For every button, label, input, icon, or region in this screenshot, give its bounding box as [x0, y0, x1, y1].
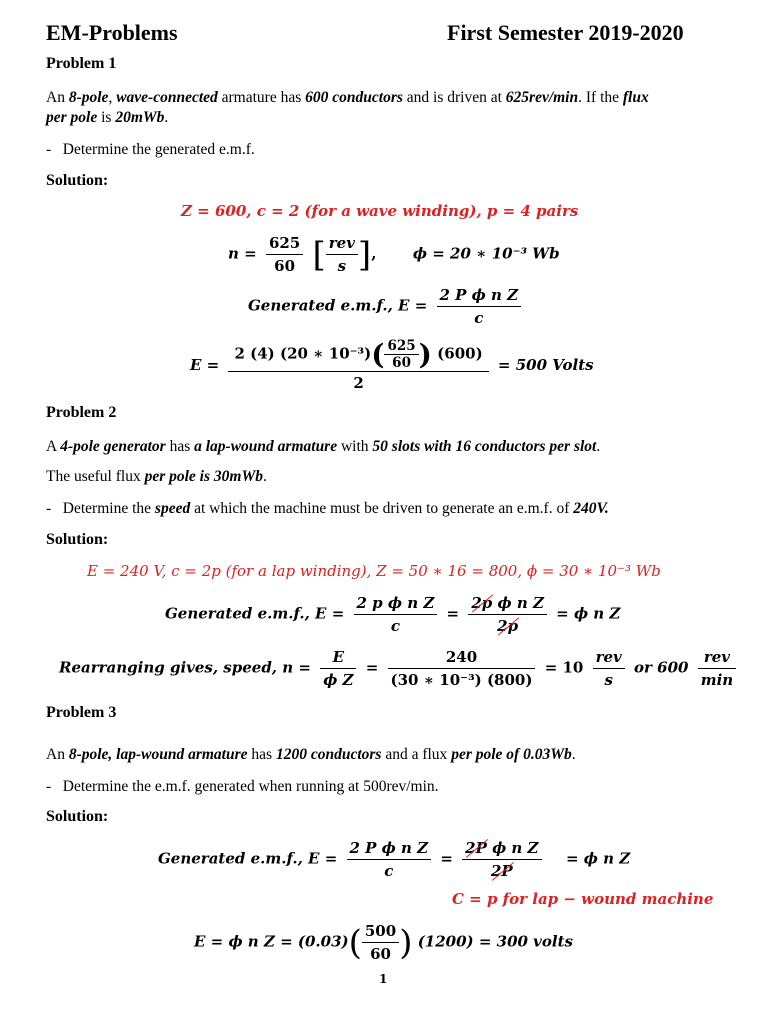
problem-2-statement-line-2: The useful flux per pole is 30mWb. — [46, 468, 267, 485]
problem-1-given-values: Z = 600, c = 2 (for a wave winding), p = 4 pairs — [181, 202, 579, 220]
document-title: EM-Problems — [46, 20, 178, 45]
problem-3-heading: Problem 3 — [46, 704, 117, 721]
problem-2-emf-formula: Generated e.m.f., E = $\frac{\text{2 p ϕ n Z}}{c}$ = $\frac{\text{2p ϕ n Z}}{2p}$ = ϕ n Z — [165, 594, 621, 635]
problem-2-statement-line-1: A 4-pole generator has a lap-wound armature with 50 slots with 16 conductors per slot. — [46, 438, 601, 455]
problem-1-heading: Problem 1 — [46, 55, 117, 72]
problem-2-given-values: E = 240 V, c = 2p (for a lap winding), Z = 50 ∗ 16 = 800, ϕ = 30 ∗ 10⁻³ Wb — [87, 562, 661, 580]
page-number: 1 — [379, 972, 388, 986]
problem-2-task: - Determine the speed at which the machine must be driven to generate an e.m.f. of 240V. — [46, 500, 609, 517]
problem-1-statement-line-1: An 8-pole, wave-connected armature has 600 conductors and is driven at 625rev/min. If the flux — [46, 89, 649, 106]
problem-1-solution-label: Solution: — [46, 172, 109, 189]
problem-1-speed-equation: n = $\frac{625}{60}$ [ $\frac{\text{rev}}{s}$ ], ϕ = 20 ∗ 10⁻³ Wb — [228, 234, 560, 275]
problem-2-speed-rearrangement: Rearranging gives, speed, n = $\frac{E}{\text{ϕ Z}}$ = $\frac{240}{\text{(30 ∗ 10⁻³) (800)}}$ = 10 $\frac{\text{rev}}{s}$ or 600 $\frac{\text{rev}}{\min}$ — [59, 646, 740, 691]
problem-3-emf-formula: Generated e.m.f., E = $\frac{\text{2 P ϕ n Z}}{c}$ = $\frac{\text{2P ϕ n Z}}{2P}$ = ϕ n Z — [158, 839, 631, 880]
problem-3-statement: An 8-pole, lap-wound armature has 1200 conductors and a flux per pole of 0.03Wb. — [46, 746, 576, 763]
problem-3-solution-label: Solution: — [46, 808, 109, 825]
problem-3-final-calculation: E = ϕ n Z = (0.03)( $\frac{500}{60}$ ) (1200) = 300 volts — [194, 922, 573, 963]
problem-1-calculation: E = 2 (4) (20 ∗ 10⁻³)( $\frac{625}{60}$ ) (600) 2 = 500 Volts — [190, 337, 594, 392]
problem-2-heading: Problem 2 — [46, 404, 117, 421]
problem-2-solution-label: Solution: — [46, 531, 109, 548]
problem-3-task: - Determine the e.m.f. generated when running at 500rev/min. — [46, 778, 439, 795]
problem-3-note: C = p for lap − wound machine — [452, 890, 714, 908]
problem-1-statement-line-2: per pole is 20mWb. — [46, 109, 169, 126]
problem-1-emf-formula: Generated e.m.f., E = $\frac{\text{2 P ϕ n Z}}{c}$ — [248, 284, 525, 329]
problem-1-task: - Determine the generated e.m.f. — [46, 141, 255, 158]
semester-label: First Semester 2019-2020 — [447, 20, 684, 45]
